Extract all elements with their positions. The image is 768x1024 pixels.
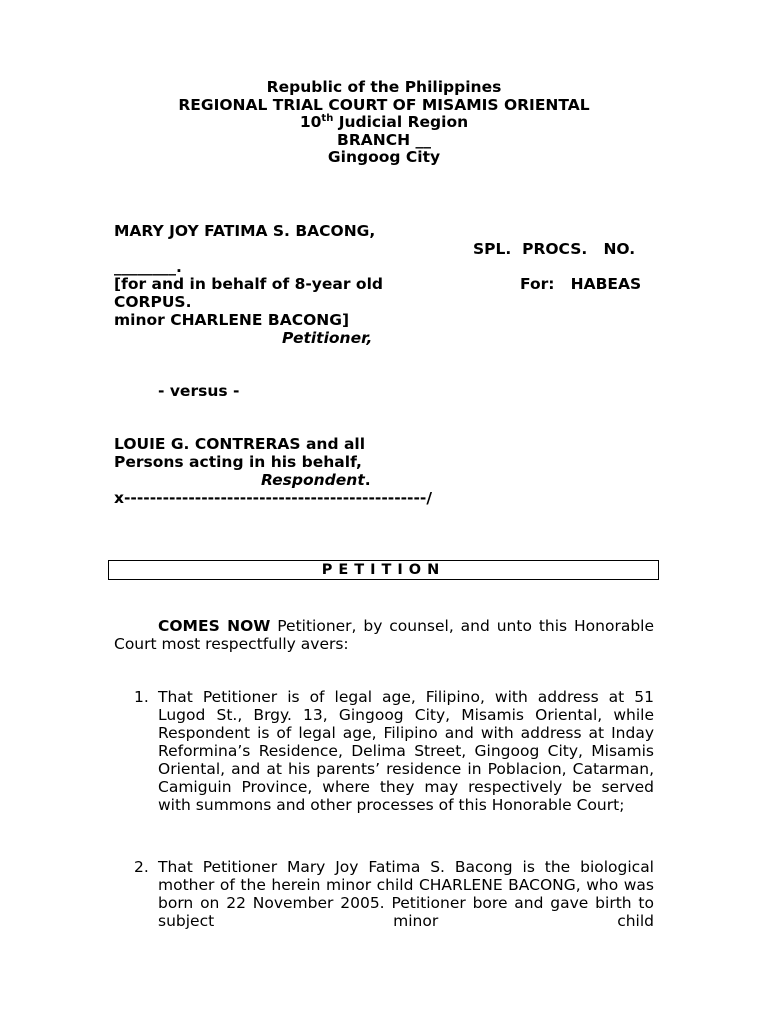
header-republic: Republic of the Philippines	[266, 78, 502, 96]
respondent-name: LOUIE G. CONTRERAS and all	[114, 435, 366, 453]
header-judicial-region	[0, 113, 768, 131]
region-ordinal: th	[321, 113, 334, 124]
versus-label: - versus -	[158, 382, 240, 400]
case-number-blank: ________.	[114, 258, 182, 276]
region-label: Judicial Region	[333, 113, 469, 131]
court-header	[0, 78, 768, 166]
petitioner-name: MARY JOY FATIMA S. BACONG,	[114, 222, 376, 240]
header-branch: BRANCH __	[337, 130, 431, 149]
header-court-name: REGIONAL TRIAL COURT OF MISAMIS ORIENTAL	[178, 95, 590, 114]
for-habeas-label: For: HABEAS	[520, 275, 642, 293]
intro-text: Petitioner, by counsel, and unto this Honorable Court most respectfully avers:	[114, 617, 654, 653]
respondent-label-group	[261, 471, 371, 489]
caption-x-line: x-----------------------------------------------/	[114, 489, 433, 507]
list-item: That Petitioner Mary Joy Fatima S. Bacong is the biological mother of the herein minor child CHARLENE BACONG, who was born on 22 November 2005. Petitioner bore and gave birth to subject minor child	[158, 858, 654, 930]
petition-title-box	[108, 560, 659, 580]
respondent-label: Respondent	[261, 471, 365, 489]
respondent-period: .	[364, 471, 371, 489]
intro-paragraph	[114, 617, 654, 653]
behalf-line-2: minor CHARLENE BACONG]	[114, 311, 350, 329]
petitioner-label: Petitioner,	[282, 329, 373, 347]
region-number: 10	[299, 113, 322, 131]
intro-bold: COMES NOW	[158, 617, 271, 635]
corpus-label: CORPUS.	[114, 293, 192, 311]
list-item-number: 2.	[134, 858, 149, 876]
list-item: That Petitioner is of legal age, Filipino, with address at 51 Lugod St., Brgy. 13, Gingoog City, Misamis Oriental, while Respondent is of legal age, Filipino and with address at Inday Reformina’s Residence, Delima Street, Gingoog City, Misamis Oriental, and at his parents’ residence in Poblacion, Catarman, Camiguin Province, where they may respectively be served with summons and other processes of this Honorable Court;	[158, 688, 654, 814]
list-item-number: 1.	[134, 688, 149, 706]
petition-title: PETITION	[321, 562, 446, 578]
behalf-line-1: [for and in behalf of 8-year old	[114, 275, 383, 293]
spl-procs-label: SPL. PROCS. NO.	[473, 240, 636, 258]
header-city: Gingoog City	[327, 148, 441, 166]
respondent-line-2: Persons acting in his behalf,	[114, 453, 362, 471]
